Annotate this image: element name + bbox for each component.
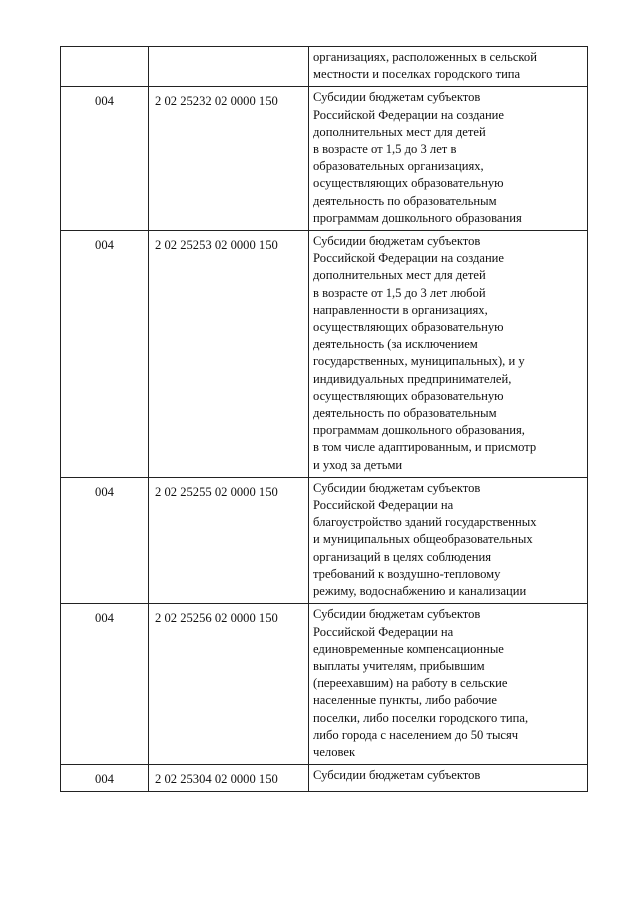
description-line: (переехавшим) на работу в сельские xyxy=(313,676,508,691)
description-line: организациях, расположенных в сельской xyxy=(313,50,537,64)
description-line: деятельность по образовательным xyxy=(313,406,497,421)
description-line: единовременные компенсационные xyxy=(313,641,504,656)
description-line: человек xyxy=(313,744,356,759)
description-cell xyxy=(309,47,588,87)
description-cell xyxy=(309,231,588,478)
description-line: и уход за детьми xyxy=(313,457,403,472)
description-line: местности и поселках городского типа xyxy=(313,67,521,82)
description-line: режиму, водоснабжению и канализации xyxy=(313,584,527,599)
admin-code-cell: 004 xyxy=(61,604,149,765)
budget-codes-table xyxy=(60,46,588,792)
description-line: направленности в организациях, xyxy=(313,302,488,317)
description-line: Субсидии бюджетам субъектов xyxy=(313,480,481,495)
description-line: деятельность по образовательным xyxy=(313,193,497,208)
description-line: в возрасте от 1,5 до 3 лет любой xyxy=(313,285,486,300)
admin-code-cell: 004 xyxy=(61,765,149,792)
description-line: дополнительных мест для детей xyxy=(313,124,486,139)
table-row xyxy=(61,765,588,792)
description-line: программам дошкольного образования xyxy=(313,210,522,225)
description-line: поселки, либо поселки городского типа, xyxy=(313,710,529,725)
description-line: в том числе адаптированным, и присмотр xyxy=(313,440,537,455)
admin-code-cell: 004 xyxy=(61,87,149,231)
description-line: Российской Федерации на xyxy=(313,498,454,513)
admin-code-cell: 004 xyxy=(61,231,149,478)
description-line: и муниципальных общеобразовательных xyxy=(313,532,533,547)
description-line: образовательных организациях, xyxy=(313,159,484,174)
budget-code-cell: 2 02 25304 02 0000 150 xyxy=(149,765,309,792)
description-line: выплаты учителям, прибывшим xyxy=(313,658,485,673)
description-line: Субсидии бюджетам субъектов xyxy=(313,90,481,105)
description-line: Субсидии бюджетам субъектов xyxy=(313,768,481,783)
admin-code-cell xyxy=(61,47,149,87)
description-line: осуществляющих образовательную xyxy=(313,320,504,335)
description-line: Субсидии бюджетам субъектов xyxy=(313,234,481,249)
description-line: деятельность (за исключением xyxy=(313,337,478,352)
description-line: организаций в целях соблюдения xyxy=(313,549,492,564)
description-cell xyxy=(309,87,588,231)
table-row xyxy=(61,231,588,478)
description-line: требований к воздушно-тепловому xyxy=(313,566,501,581)
budget-code-cell: 2 02 25253 02 0000 150 xyxy=(149,231,309,478)
table-row xyxy=(61,477,588,603)
description-line: государственных, муниципальных), и у xyxy=(313,354,525,369)
description-cell xyxy=(309,604,588,765)
description-line: дополнительных мест для детей xyxy=(313,268,486,283)
table-row xyxy=(61,87,588,231)
description-line: Российской Федерации на создание xyxy=(313,107,505,122)
budget-code-cell: 2 02 25256 02 0000 150 xyxy=(149,604,309,765)
description-line: осуществляющих образовательную xyxy=(313,176,504,191)
table-row xyxy=(61,604,588,765)
description-cell xyxy=(309,477,588,603)
budget-code-cell xyxy=(149,47,309,87)
description-line: Субсидии бюджетам субъектов xyxy=(313,607,481,622)
description-line: населенные пункты, либо рабочие xyxy=(313,693,498,708)
description-line: Российской Федерации на xyxy=(313,624,454,639)
description-line: программам дошкольного образования, xyxy=(313,423,525,438)
description-line: либо города с населением до 50 тысяч xyxy=(313,727,519,742)
description-line: в возрасте от 1,5 до 3 лет в xyxy=(313,142,457,157)
description-line: Российской Федерации на создание xyxy=(313,251,505,266)
table-row xyxy=(61,47,588,87)
budget-code-cell: 2 02 25255 02 0000 150 xyxy=(149,477,309,603)
admin-code-cell: 004 xyxy=(61,477,149,603)
description-line: осуществляющих образовательную xyxy=(313,388,504,403)
description-line: индивидуальных предпринимателей, xyxy=(313,371,512,386)
budget-code-cell: 2 02 25232 02 0000 150 xyxy=(149,87,309,231)
description-cell xyxy=(309,765,588,792)
description-line: благоустройство зданий государственных xyxy=(313,515,537,530)
